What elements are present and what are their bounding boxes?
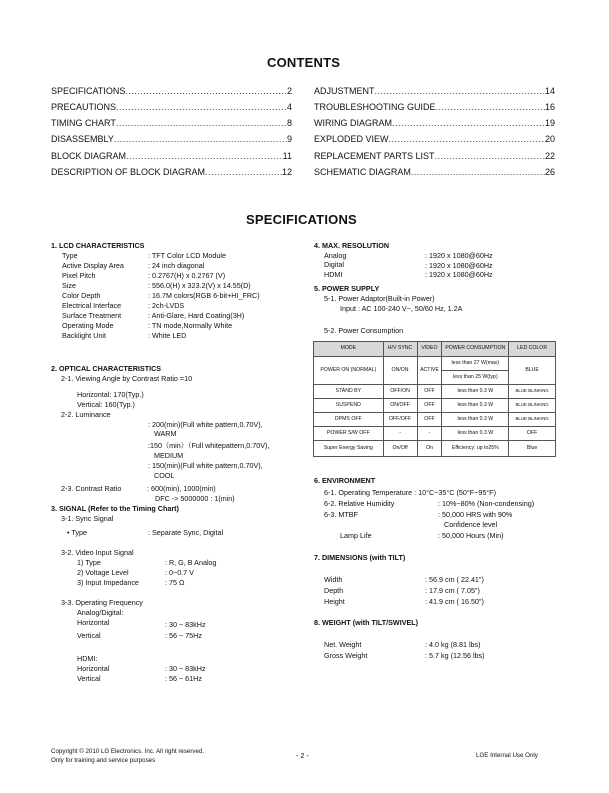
- toc-item[interactable]: [51, 151, 292, 161]
- table-header-row: [314, 342, 556, 357]
- column-header: POWER CONSUMPTION: [442, 342, 509, 357]
- toc-page: 19: [544, 118, 555, 128]
- spec-value: : 17.9 cm ( 7.05"): [425, 586, 480, 595]
- sync-cell: ON/ON: [383, 357, 417, 385]
- column-header: VIDEO: [417, 342, 442, 357]
- luminance-line: : 150(min)(Full white pattern,0.70V),: [148, 461, 263, 470]
- weight-heading: 8. WEIGHT (with TILT/SWIVEL): [314, 618, 419, 627]
- toc-page: 16: [544, 102, 555, 112]
- spec-value: : 16.7M colors(RGB 6-bit+HI_FRC): [148, 291, 260, 300]
- mode-cell: POWER S/W OFF: [314, 427, 384, 441]
- mode-cell: POWER ON (NORMAL): [314, 357, 384, 385]
- dimensions-heading: 7. DIMENSIONS (with TILT): [314, 553, 406, 562]
- spec-value: : TFT Color LCD Module: [148, 251, 227, 260]
- luminance-line: WARM: [154, 429, 177, 438]
- spec-key: Operating Mode: [62, 321, 114, 330]
- table-row: [314, 413, 556, 427]
- power-cell: less than 0.3 W: [442, 385, 509, 399]
- video-cell: -: [417, 427, 442, 441]
- power-cell: less than 0.3 W: [442, 413, 509, 427]
- spec-key: Height: [324, 597, 345, 606]
- luminance-line: COOL: [154, 471, 175, 480]
- viewing-angle: 2-1. Viewing Angle by Contrast Ratio =10: [61, 374, 193, 383]
- hdmi-label: HDMI:: [77, 654, 98, 663]
- toc-label: PRECAUTIONS: [51, 102, 117, 112]
- spec-key: Analog: [324, 251, 347, 260]
- toc-label: REPLACEMENT PARTS LIST: [314, 151, 435, 161]
- spec-value: : 41.9 cm ( 16.50"): [425, 597, 484, 606]
- contrast-value: : 600(min), 1000(min): [147, 484, 216, 493]
- spec-key: Gross Weight: [324, 651, 368, 660]
- spec-value: : 24 inch diagonal: [148, 261, 205, 270]
- spec-value: : R, G, B Analog: [165, 558, 217, 567]
- spec-value: : 30 ~ 83kHz: [165, 664, 206, 673]
- spec-key: 1) Type: [77, 558, 101, 567]
- sync-cell: ON/OFF: [383, 399, 417, 413]
- spec-key: Horizontal: [77, 618, 110, 627]
- toc-page: 14: [544, 86, 555, 96]
- toc-page: 26: [544, 167, 555, 177]
- led-cell: BLUE BLINKING: [509, 385, 556, 399]
- power-heading: 5. POWER SUPPLY: [314, 284, 380, 293]
- lcd-heading: 1. LCD CHARACTERISTICS: [51, 241, 145, 250]
- mtbf-confidence: Confidence level: [444, 520, 498, 529]
- power-consumption-table: [313, 341, 556, 457]
- toc-label: DISASSEMBLY: [51, 134, 114, 144]
- humidity-value: : 10%~80% (Non-condensing): [438, 499, 535, 508]
- spec-value: : 30 ~ 83kHz: [165, 620, 206, 629]
- toc-item[interactable]: [314, 134, 555, 144]
- toc-page: 9: [286, 134, 292, 144]
- toc-page: 20: [544, 134, 555, 144]
- mtbf-value: : 50,000 HRS with 90%: [438, 510, 513, 519]
- sync-cell: OFF/OFF: [383, 413, 417, 427]
- mode-cell: SUSPEND: [314, 399, 384, 413]
- video-cell: OFF: [417, 399, 442, 413]
- table-row: [314, 441, 556, 457]
- training-notice: Only for training and service purposes: [51, 757, 156, 764]
- sync-cell: OFF/ON: [383, 385, 417, 399]
- sync-type-value: : Separate Sync, Digital: [148, 528, 224, 537]
- column-header: MODE: [314, 342, 384, 357]
- toc-page: 8: [286, 118, 292, 128]
- spec-value: : 0.2767(H) x 0.2767 (V): [148, 271, 226, 280]
- spec-key: Net. Weight: [324, 640, 362, 649]
- sync-signal: 3-1. Sync Signal: [61, 514, 114, 523]
- luminance-line: :150（min）（Full whitepattern,0.70V),: [148, 441, 270, 450]
- led-cell: BLUE: [509, 357, 556, 385]
- power-consumption-heading: 5-2. Power Consumption: [324, 326, 404, 335]
- spec-key: Vertical: [77, 674, 101, 683]
- contents-title: CONTENTS: [267, 55, 341, 70]
- table-row: [314, 357, 556, 371]
- spec-value: : 4.0 kg (8.81 lbs): [425, 640, 481, 649]
- video-cell: OFF: [417, 413, 442, 427]
- power-adaptor: 5-1. Power Adaptor(Built-in Power): [324, 294, 435, 303]
- spec-key: Backlight Unit: [62, 331, 106, 340]
- sync-cell: On/Off: [383, 441, 417, 457]
- spec-key: Digital: [324, 260, 344, 269]
- luminance-line: MEDIUM: [154, 451, 184, 460]
- spec-value: : 1920 x 1080@60Hz: [425, 270, 493, 279]
- column-header: H/V SYNC: [383, 342, 417, 357]
- lamp-life-value: : 50,000 Hours (Min): [438, 531, 504, 540]
- operating-temperature: 6-1. Operating Temperature : 10°C~35°C (50°F~95°F): [324, 488, 496, 497]
- led-cell: BLUE BLINKING: [509, 399, 556, 413]
- sync-type-label: • Type: [67, 528, 87, 537]
- video-cell: ACTIVE: [417, 357, 442, 385]
- spec-value: : Anti-Glare, Hard Coating(3H): [148, 311, 245, 320]
- spec-value: : TN mode,Normally White: [148, 321, 233, 330]
- toc-label: BLOCK DIAGRAM: [51, 151, 127, 161]
- page-number: - 2 -: [296, 751, 309, 760]
- horizontal-angle: Horizontal: 170(Typ.): [77, 390, 144, 399]
- mode-cell: DPMS OFF: [314, 413, 384, 427]
- power-input: Input : AC 100-240 V~, 50/60 Hz, 1.2A: [340, 304, 463, 313]
- table-row: [314, 399, 556, 413]
- toc-label: ADJUSTMENT: [314, 86, 375, 96]
- analog-digital-label: Analog/Digital:: [77, 608, 124, 617]
- toc-page: 4: [286, 102, 292, 112]
- vertical-angle: Vertical: 160(Typ.): [77, 400, 135, 409]
- optical-heading: 2. OPTICAL CHARACTERISTICS: [51, 364, 162, 373]
- luminance-heading: 2-2. Luminance: [61, 410, 111, 419]
- spec-key: Surface Treatment: [62, 311, 122, 320]
- contrast-value-dfc: DFC -> 5000000 : 1(min): [155, 494, 235, 503]
- toc-page: 11: [282, 151, 292, 161]
- table-row: [314, 427, 556, 441]
- spec-key: Depth: [324, 586, 344, 595]
- spec-key: Color Depth: [62, 291, 101, 300]
- led-cell: BLUE BLINKING: [509, 413, 556, 427]
- toc-label: SCHEMATIC DIAGRAM: [314, 167, 411, 177]
- power-cell: less than 0.3 W: [442, 399, 509, 413]
- spec-value: : 5.7 kg (12.56 lbs): [425, 651, 485, 660]
- spec-key: Vertical: [77, 631, 101, 640]
- spec-key: Pixel Pitch: [62, 271, 96, 280]
- toc-label: TROUBLESHOOTING GUIDE: [314, 102, 436, 112]
- toc-label: WIRING DIAGRAM: [314, 118, 392, 128]
- power-cell: less than 0.3 W: [442, 427, 509, 441]
- specifications-title: SPECIFICATIONS: [246, 212, 357, 227]
- sync-cell: -: [383, 427, 417, 441]
- spec-value: : 56.9 cm ( 22.41"): [425, 575, 484, 584]
- luminance-line: : 200(min)(Full white pattern,0.70V),: [148, 420, 263, 429]
- video-cell: OFF: [417, 385, 442, 399]
- table-row: [314, 385, 556, 399]
- toc-page: 2: [286, 86, 292, 96]
- spec-value: : 1920 x 1080@60Hz: [425, 261, 493, 270]
- toc-item[interactable]: [314, 118, 555, 128]
- spec-key: Size: [62, 281, 76, 290]
- toc-label: DESCRIPTION OF BLOCK DIAGRAM: [51, 167, 206, 177]
- column-header: LED COLOR: [509, 342, 556, 357]
- led-cell: OFF: [509, 427, 556, 441]
- toc-item[interactable]: [314, 151, 555, 161]
- frequency-heading: 3-3. Operating Frequency: [61, 598, 143, 607]
- spec-value: : White LED: [148, 331, 187, 340]
- spec-key: HDMI: [324, 270, 343, 279]
- toc-label: SPECIFICATIONS: [51, 86, 126, 96]
- spec-value: : 75 Ω: [165, 578, 185, 587]
- mode-cell: Super Energy Saving: [314, 441, 384, 457]
- spec-key: Horizontal: [77, 664, 110, 673]
- humidity-label: 6-2. Relative Humidity: [324, 499, 395, 508]
- spec-key: 3) Input Impedance: [77, 578, 139, 587]
- spec-key: Type: [62, 251, 78, 260]
- toc-item[interactable]: [314, 167, 555, 177]
- toc-page: 12: [281, 167, 292, 177]
- contrast-label: 2-3. Contrast Ratio: [61, 484, 122, 493]
- toc-label: TIMING CHART: [51, 118, 116, 128]
- signal-heading: 3. SIGNAL (Refer to the Timing Chart): [51, 504, 179, 513]
- video-cell: On: [417, 441, 442, 457]
- resolution-heading: 4. MAX. RESOLUTION: [314, 241, 390, 250]
- power-cell: less than 25 W(typ): [442, 371, 509, 385]
- toc-item[interactable]: [51, 102, 292, 112]
- power-cell: Efficiency: up to25%: [442, 441, 509, 457]
- spec-value: : 556.0(H) x 323.2(V) x 14.55(D): [148, 281, 251, 290]
- toc-item[interactable]: [51, 167, 292, 177]
- spec-value: : 1920 x 1080@60Hz: [425, 251, 493, 260]
- toc-item[interactable]: [51, 118, 292, 128]
- copyright: Copyright © 2010 LG Electronics. Inc. All right reserved.: [51, 748, 205, 755]
- toc-item[interactable]: [51, 134, 292, 144]
- toc-page: 22: [544, 151, 555, 161]
- toc-item[interactable]: [314, 86, 555, 96]
- lamp-life-label: Lamp Life: [340, 531, 372, 540]
- toc-label: EXPLODED VIEW: [314, 134, 389, 144]
- spec-key: 2) Voltage Level: [77, 568, 129, 577]
- spec-key: Electrical Interface: [62, 301, 122, 310]
- environment-heading: 6. ENVIRONMENT: [314, 476, 376, 485]
- spec-value: : 56 ~ 75Hz: [165, 631, 202, 640]
- led-cell: Blue: [509, 441, 556, 457]
- spec-key: Active Display Area: [62, 261, 124, 270]
- spec-value: : 56 ~ 61Hz: [165, 674, 202, 683]
- spec-value: : 2ch-LVDS: [148, 301, 185, 310]
- power-cell: less than 27 W(max): [442, 357, 509, 371]
- spec-value: : 0~0.7 V: [165, 568, 194, 577]
- internal-use-notice: LGE Internal Use Only: [476, 752, 538, 759]
- toc-item[interactable]: [314, 102, 555, 112]
- toc-item[interactable]: [51, 86, 292, 96]
- video-input-heading: 3-2. Video Input Signal: [61, 548, 134, 557]
- spec-key: Width: [324, 575, 343, 584]
- mode-cell: STAND BY: [314, 385, 384, 399]
- mtbf-label: 6-3. MTBF: [324, 510, 358, 519]
